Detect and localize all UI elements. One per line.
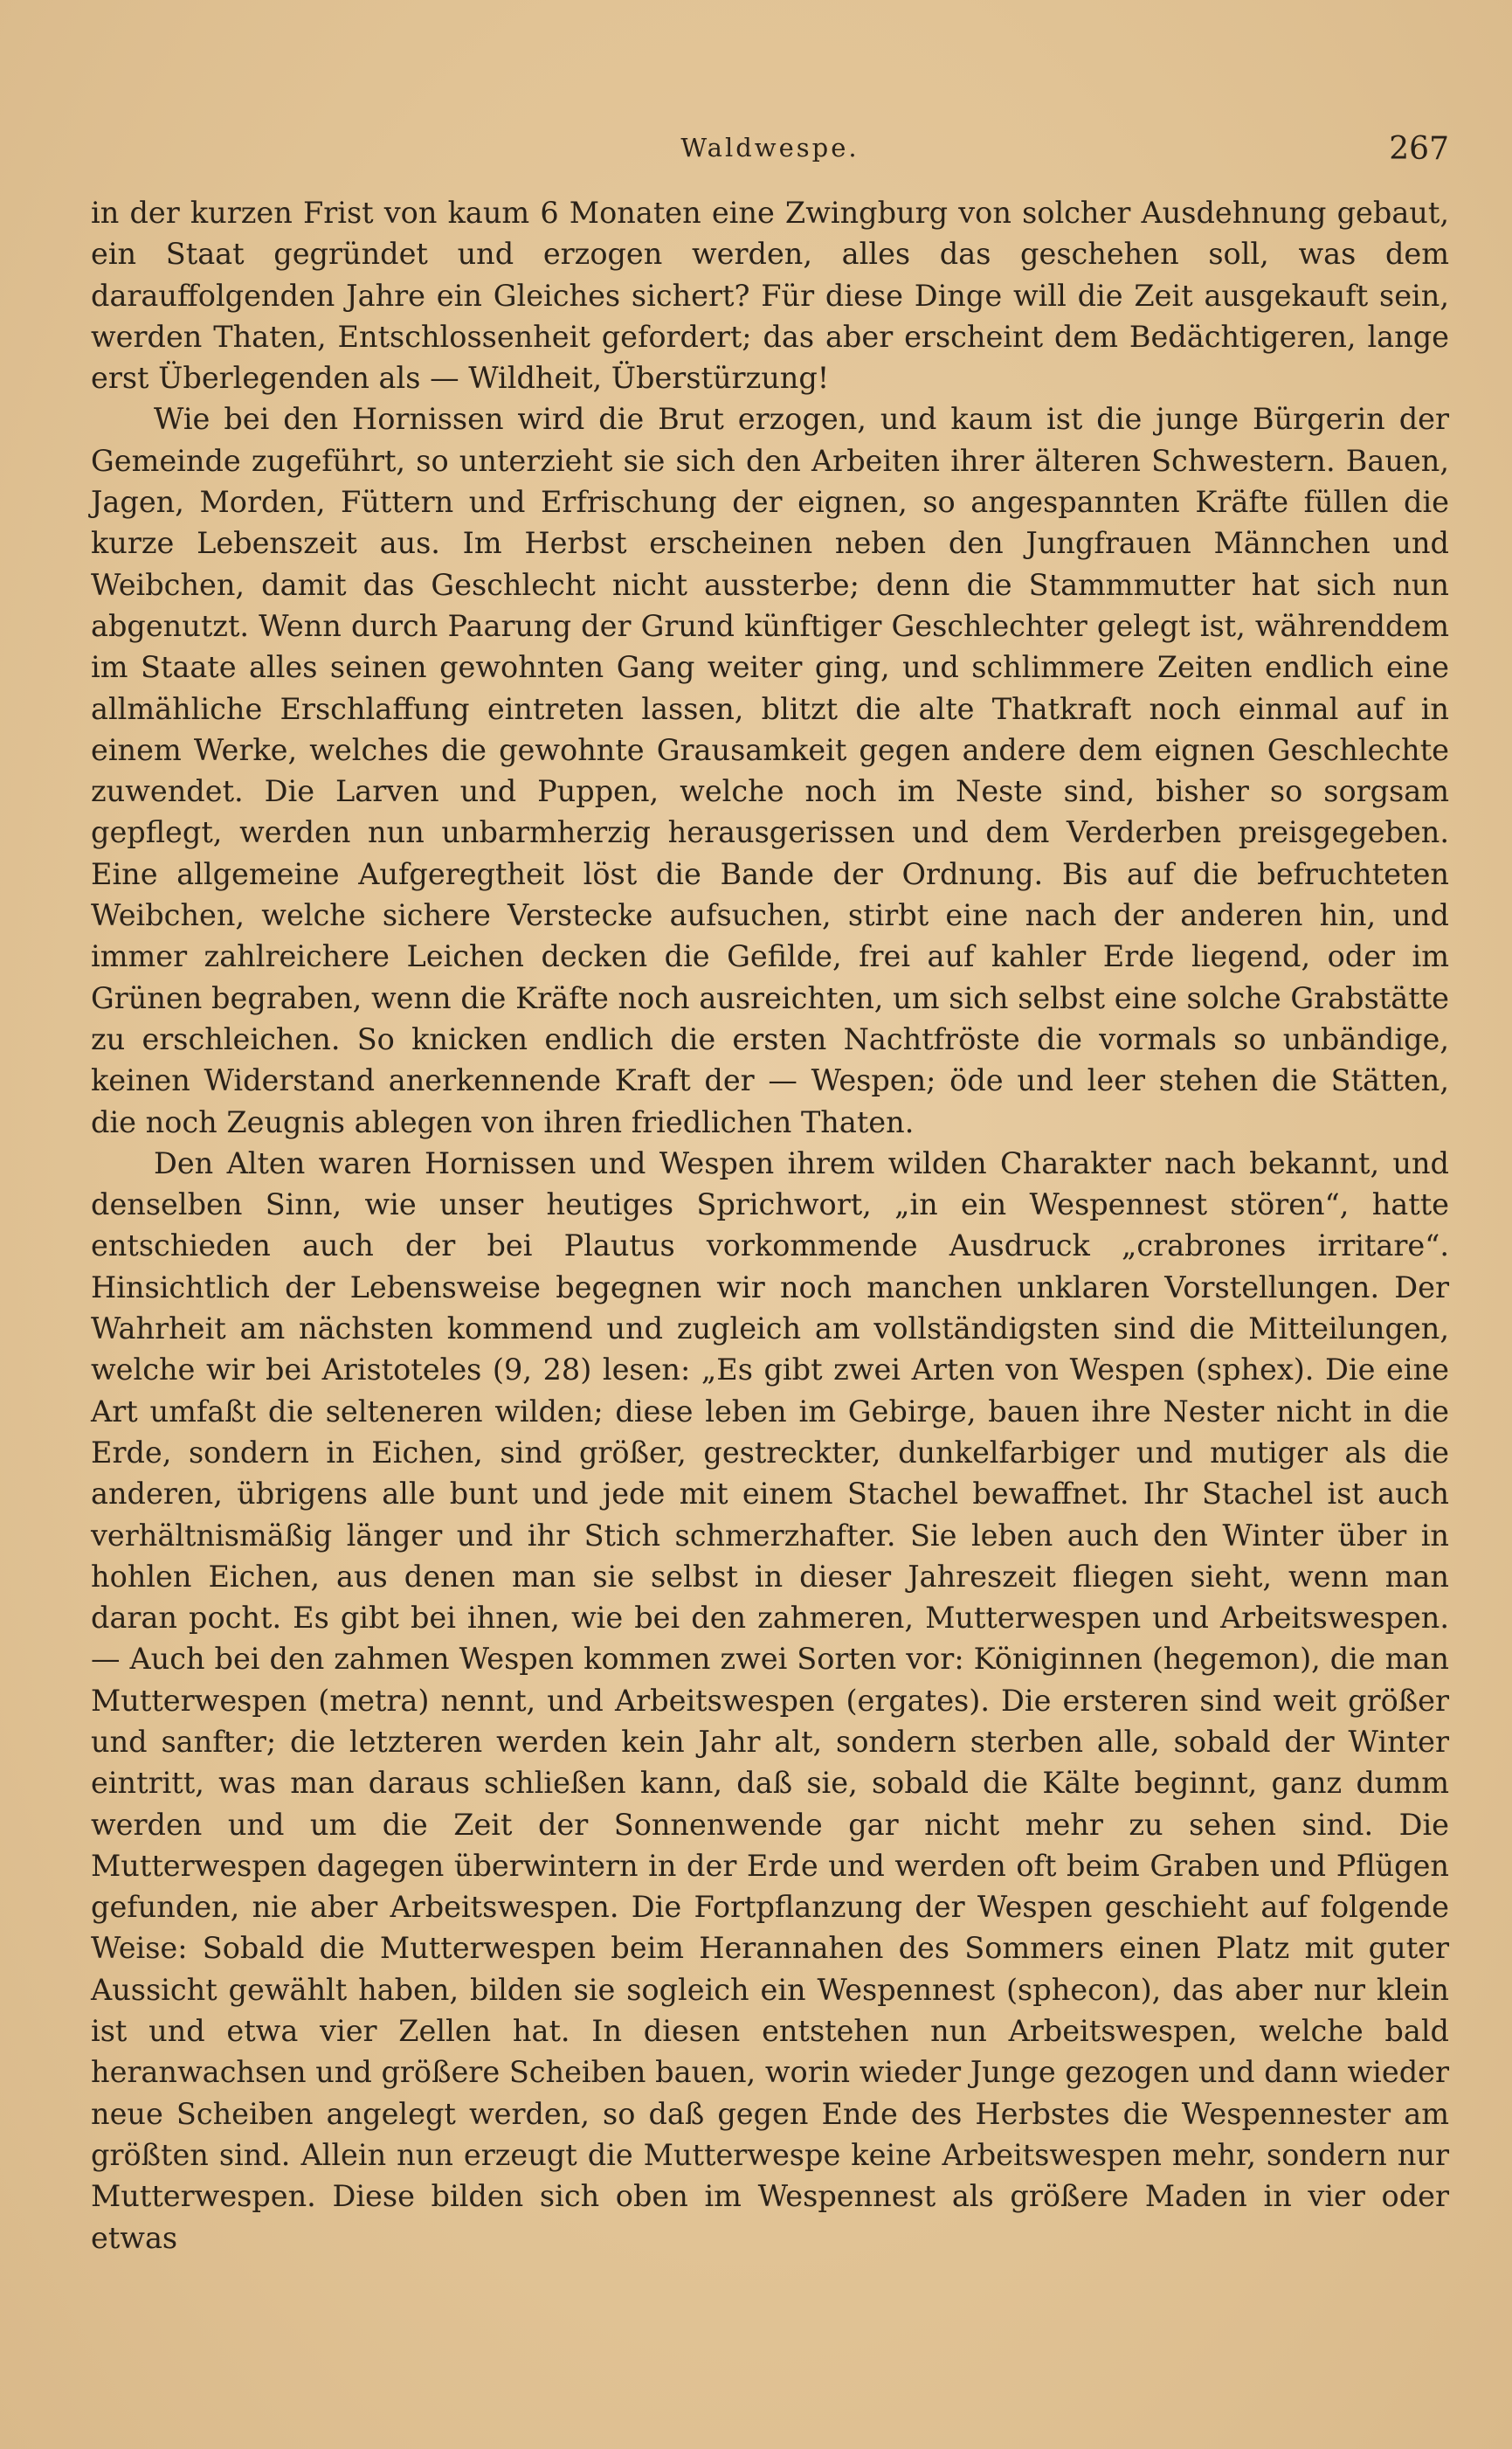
paragraph-brood: Wie bei den Hornissen wird die Brut erzogen, und kaum ist die junge Bürgerin der Gemeinde zugeführt, so unterzieht sie sich den Arbeiten ihrer älteren Schwestern. Bauen, Jagen, Morden, Füttern und Erfrischung der eignen, so angespannten Kräfte füllen die kurze Lebenszeit aus. Im Herbst erscheinen neben den Jungfrauen Männchen und Weibchen, damit das Geschlecht nicht aussterbe; denn die Stammmutter hat sich nun abgenutzt. Wenn durch Paarung der Grund künftiger Geschlechter gelegt ist, währenddem im Staate alles seinen gewohnten Gang weiter ging, und schlimmere Zeiten endlich eine allmähliche Erschlaffung eintreten lassen, blitzt die alte Thatkraft noch einmal auf in einem Werke, welches die gewohnte Grausamkeit gegen andere dem eignen Geschlechte zuwendet. Die Larven und Puppen, welche noch im Neste sind, bisher so sorgsam gepflegt, werden nun unbarmherzig herausgerissen und dem Verderben preisgegeben. Eine allgemeine Aufgeregtheit löst die Bande der Ordnung. Bis auf die befruchteten Weibchen, welche sichere Verstecke aufsuchen, stirbt eine nach der anderen hin, und immer zahlreichere Leichen decken die Gefilde, frei auf kahler Erde liegend, oder im Grünen begraben, wenn die Kräfte noch ausreichten, um sich selbst eine solche Grabstätte zu erschleichen. So knicken endlich die ersten Nachtfröste die vormals so unbändige, keinen Widerstand anerkennende Kraft der — Wespen; öde und leer stehen die Stätten, die noch Zeugnis ablegen von ihren friedlichen Thaten. xyxy=(91,402,1449,1139)
page-number: 267 xyxy=(1389,131,1449,167)
running-title: Waldwespe. xyxy=(680,133,860,163)
paragraph-continued: in der kurzen Frist von kaum 6 Monaten eine Zwingburg von solcher Ausdehnung gebaut, ein Staat gegründet und erzogen werden, alles das geschehen soll, was dem darauffolgenden Jahre ein Gleiches sichert? Für diese Dinge will die Zeit ausgekauft sein, werden Thaten, Entschlossenheit gefordert; das aber erscheint dem Bedächtigeren, lange erst Überlegenden als — Wildheit, Überstürzung! xyxy=(91,196,1449,396)
page-header xyxy=(91,131,1449,175)
paragraph-ancients: Den Alten waren Hornissen und Wespen ihrem wilden Charakter nach bekannt, und denselben Sinn, wie unser heutiges Sprichwort, „in ein Wespennest stören“, hatte entschieden auch der bei Plautus vorkommende Ausdruck „crabrones irritare“. Hinsichtlich der Lebensweise begegnen wir noch manchen unklaren Vorstellungen. Der Wahrheit am nächsten kommend und zugleich am vollständigsten sind die Mitteilungen, welche wir bei Aristoteles (9, 28) lesen: „Es gibt zwei Arten von Wespen (sphex). Die eine Art umfaßt die selteneren wilden; diese leben im Gebirge, bauen ihre Nester nicht in die Erde, sondern in Eichen, sind größer, gestreckter, dunkelfarbiger und mutiger als die anderen, übrigens alle bunt und jede mit einem Stachel bewaffnet. Ihr Stachel ist auch verhältnismäßig länger und ihr Stich schmerzhafter. Sie leben auch den Winter über in hohlen Eichen, aus denen man sie selbst in dieser Jahreszeit fliegen sieht, wenn man daran pocht. Es gibt bei ihnen, wie bei den zahmeren, Mutterwespen und Arbeitswespen. — Auch bei den zahmen Wespen kommen zwei Sorten vor: Königinnen (hegemon), die man Mutterwespen (metra) nennt, und Arbeitswespen (ergates). Die ersteren sind weit größer und sanfter; die letzteren werden kein Jahr alt, sondern sterben alle, sobald der Winter eintritt, was man daraus schließen kann, daß sie, sobald die Kälte beginnt, ganz dumm werden und um die Zeit der Sonnenwende gar nicht mehr zu sehen sind. Die Mutterwespen dagegen überwintern in der Erde und werden oft beim Graben und Pflügen gefunden, nie aber Arbeitswespen. Die Fortpflanzung der Wespen geschieht auf folgende Weise: Sobald die Mutterwespen beim Herannahen des Sommers einen Platz mit guter Aussicht gewählt haben, bilden sie sogleich ein Wespennest (sphecon), das aber nur klein ist und etwa vier Zellen hat. In diesen entstehen nun Arbeitswespen, welche bald heranwachsen und größere Scheiben bauen, worin wieder Junge gezogen und dann wieder neue Scheiben angelegt werden, so daß gegen Ende des Herbstes die Wespennester am größten sind. Allein nun erzeugt die Mutterwespe keine Arbeitswespen mehr, sondern nur Mutterwespen. Diese bilden sich oben im Wespennest als größere Maden in vier oder etwas xyxy=(91,1145,1449,2255)
body-text xyxy=(91,192,1449,2259)
